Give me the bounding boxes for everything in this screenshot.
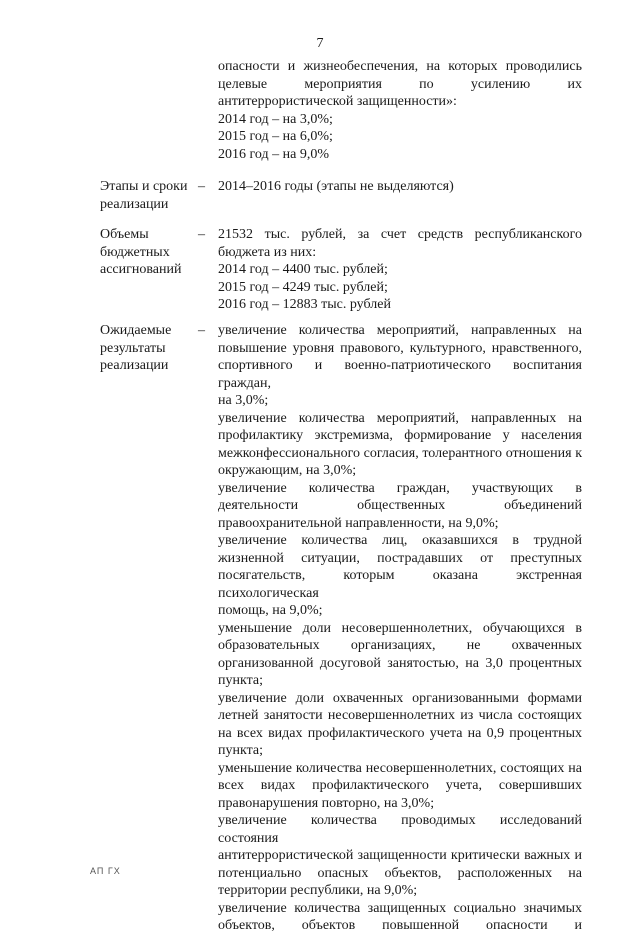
value-line: увеличение доли охваченных организованными формами [218,690,582,706]
value-line: посягательств, которым оказана экстренная психологическая [218,568,582,601]
value-line: деятельности общественных объединений [218,498,582,513]
value-line: 2014 год – 4400 тыс. рублей; [218,262,388,277]
value-line: помощь, на 9,0%; [218,603,323,618]
value-line: жизненной ситуации, пострадавших от преступных [218,550,582,566]
continuation-line: целевые мероприятия по усилению их [218,76,582,92]
value-line: окружающим, на 3,0%; [218,463,357,478]
stages-dash: – [198,179,205,194]
label-line: Объемы [100,227,149,242]
value-line: уменьшение количества несовершеннолетних, состоящих на [218,760,582,776]
value-line: на 3,0%; [218,393,269,408]
stages-value [218,178,582,196]
label-line: результаты [100,340,166,356]
value-line: бюджета из них: [218,244,317,260]
value-line: летней занятости несовершеннолетних из числа состоящих [218,708,582,723]
value-line: организованной досуговой занятостью, на 3,0 процентных [218,655,582,671]
value-line: пункта; [218,673,263,688]
value-line: правонарушения повторно, на 3,0%; [218,795,435,811]
value-line: увеличение количества проводимых исследований состояния [218,813,582,846]
value-line: 2016 год – 12883 тыс. рублей [218,297,391,312]
results-dash: – [198,323,205,338]
value-line: потенциально опасных объектов, расположенных на [218,865,582,881]
continuation-line: антитеррористической защищенности»: [218,94,457,109]
value-line: повышение уровня правового, культурного, нравственного, [218,340,582,356]
value-line: спортивного и военно-патриотического воспитания граждан, [218,358,582,391]
label-line: Ожидаемые [100,323,172,338]
continuation-text [218,58,582,163]
value-line: 2014–2016 годы (этапы не выделяются) [218,179,454,194]
value-line: на всех видах профилактического учета на 0,9 процентных [218,725,582,741]
budget-value [218,226,582,314]
value-line: увеличение количества мероприятий, направленных на [218,323,582,338]
value-line: межконфессионального согласия, толерантного отношения к [218,445,582,461]
results-label [100,322,195,375]
value-line: 21532 тыс. рублей, за счет средств республиканского [218,227,582,242]
value-line: территории республики, на 9,0%; [218,883,418,898]
value-line: образовательных организациях, не охваченных [218,638,582,653]
label-line: реализации [100,358,169,373]
label-line: реализации [100,196,169,212]
label-line: ассигнований [100,262,182,277]
value-line: увеличение количества защищенных социально значимых [218,900,582,916]
page-number: 7 [316,36,324,51]
footer-mark: АП ГХ [90,866,121,876]
results-value [218,322,582,935]
continuation-line: 2015 год – на 6,0%; [218,129,333,144]
value-line: увеличение количества граждан, участвующих в [218,480,582,496]
value-line: всех видах профилактического учета, совершивших [218,778,582,793]
value-line: увеличение количества лиц, оказавшихся в трудной [218,533,582,548]
continuation-line: 2016 год – на 9,0% [218,146,329,162]
value-line: уменьшение доли несовершеннолетних, обучающихся в [218,620,582,636]
value-line: объектов, объектов повышенной опасности и [218,918,582,933]
value-line: 2015 год – 4249 тыс. рублей; [218,279,388,295]
value-line: пункта; [218,743,263,758]
value-line: увеличение количества мероприятий, направленных на [218,410,582,426]
label-line: Этапы и сроки [100,179,188,194]
continuation-line: опасности и жизнеобеспечения, на которых проводились [218,59,582,74]
stages-label [100,178,195,213]
budget-label [100,226,195,279]
continuation-line: 2014 год – на 3,0%; [218,111,333,127]
value-line: профилактику экстремизма, формирование у населения [218,428,582,443]
budget-dash: – [198,227,205,242]
value-line: правоохранительной направленности, на 9,0%; [218,515,499,531]
label-line: бюджетных [100,244,170,260]
value-line: антитеррористической защищенности критически важных и [218,848,582,863]
